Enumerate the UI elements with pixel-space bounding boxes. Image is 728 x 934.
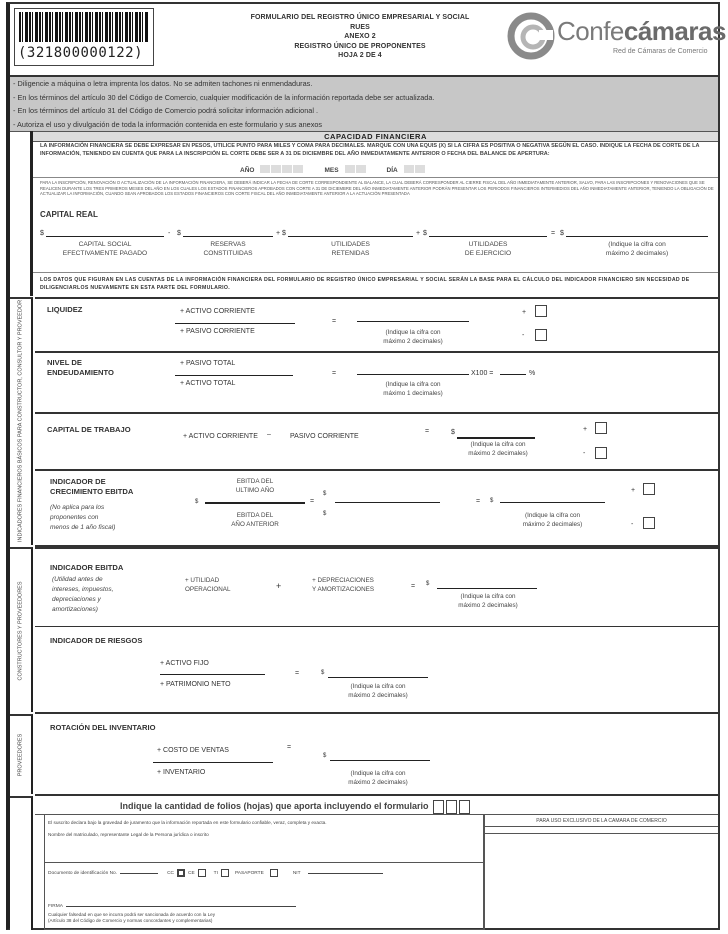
confecamaras-logo (505, 6, 726, 66)
pasaporte-label: PASAPORTE (234, 870, 264, 876)
liquidez-result-field[interactable] (357, 321, 469, 322)
dollar-sign: $ (560, 230, 564, 237)
plus-operator: + (276, 581, 282, 591)
logo-subtitle: Red de Cámaras de Comercio (613, 48, 708, 55)
denominator-label: + INVENTARIO (157, 769, 206, 776)
year-input[interactable] (260, 165, 304, 175)
equals-sign: = (411, 583, 416, 590)
equals-sign: = (295, 670, 300, 677)
minus-operator: – (267, 431, 271, 438)
denominator-label: EBITDA DEL AÑO ANTERIOR (231, 512, 279, 528)
sidebar-basic-label: INDICADORES FINANCIEROS BÁSICOS PARA CONSTRUCTOR, CONSULTOR Y PROVEEDOR (17, 299, 23, 542)
ce-label: CE (188, 870, 195, 876)
capital-social-field[interactable] (46, 236, 164, 237)
capacidad-info: LA INFORMACIÓN FINANCIERA SE DEBE EXPRESAR EN PESOS, UTILICE PUNTO PARA MILES Y COMA PARA DECIMALES. MARQUE CON UNA EQUIS (X) SI LA CIFRA ES POSITIVA O NEGATIVA SEGÚN EL CASO. INDIQUE LA FECHA DE CORTE DE LA INFORMACIÓN, TENIENDO EN CUENTA QUE PARA LA INSCRIPCIÓN EL CORTE DEBE SER A 31 DE DICIEMBRE DEL AÑO INMEDIATAMENTE ANTERIOR O FECHA DEL BALANCE DE APERTURA: (40, 143, 700, 157)
endeudamiento-title: NIVEL DE ENDEUDAMIENTO (47, 358, 114, 377)
day-input[interactable] (404, 165, 426, 175)
numerator-label: + ACTIVO CORRIENTE (180, 308, 255, 315)
title-line: REGISTRO ÚNICO DE PROPONENTES (294, 42, 426, 50)
operator: = (551, 230, 556, 237)
indicador-riesgos-section (35, 627, 718, 714)
operator: + (416, 230, 421, 237)
positive-label: + (583, 426, 588, 433)
day-label: DÍA (386, 166, 398, 174)
ti-label: TI (213, 870, 218, 876)
logo-text-light: Confe (557, 16, 624, 46)
name-label: Nombre del matriculado, representante Legal de la Persona jurídica o inscrito (48, 832, 209, 837)
camara-use-box (484, 815, 718, 930)
document-row (48, 869, 383, 877)
sidebar-prov (10, 714, 33, 794)
negative-checkbox[interactable] (535, 329, 547, 341)
form-title (215, 13, 505, 61)
liquidez-section (35, 297, 718, 353)
legal-notice: Cualquier falsedad en que se incurra podrá ser sancionada de acuerdo con la Ley (Artículo 38 del Código de Comercio y normas concordantes y complementarias) (48, 912, 216, 923)
utilidades-ejercicio-label: UTILIDADES DE EJERCICIO (464, 241, 512, 257)
equals-sign: = (476, 498, 481, 505)
capital-trabajo-section (35, 414, 718, 471)
dollar-sign: $ (451, 429, 455, 436)
barcode (14, 8, 154, 66)
instruction-line: - Diligencie a máquina o letra imprenta los datos. No se admiten tachones ni enmendaduras. (13, 79, 313, 88)
utilidades-retenidas-field[interactable] (288, 236, 413, 237)
utilidades-ejercicio-field[interactable] (429, 236, 547, 237)
capital-real-hint: (Indique la cifra con máximo 2 decimales) (605, 241, 669, 257)
percent-sign: % (529, 370, 536, 377)
dollar-sign: $ (426, 581, 430, 587)
folios-digit-1[interactable] (433, 800, 444, 814)
equals-sign: = (425, 428, 430, 435)
fraction-bar (175, 323, 295, 324)
firma-field[interactable] (66, 906, 296, 907)
riesgos-result-field[interactable] (328, 677, 428, 678)
equals-sign: = (332, 318, 337, 325)
hint: (Indique la cifra con máximo 2 decimales) (468, 441, 528, 457)
positive-checkbox[interactable] (595, 422, 607, 434)
logo-swirl-icon (505, 6, 557, 66)
negative-label: - (631, 521, 634, 528)
divider (45, 862, 484, 863)
reservas-field[interactable] (183, 236, 273, 237)
camara-header: PARA USO EXCLUSIVO DE LA CAMARA DE COMERCIO (484, 815, 718, 827)
equals-sign: = (310, 498, 315, 505)
numerator-label: + ACTIVO FIJO (160, 660, 209, 667)
riesgos-title: INDICADOR DE RIESGOS (50, 636, 143, 645)
positive-checkbox[interactable] (643, 483, 655, 495)
pasaporte-checkbox[interactable] (270, 869, 278, 877)
sidebar-basic (10, 297, 33, 545)
dollar-sign: $ (40, 230, 44, 237)
sidebar-cons-prov-label: CONSTRUCTORES Y PROVEEDORES (17, 580, 23, 681)
pasivo-corriente-label: PASIVO CORRIENTE (290, 433, 359, 440)
divider (33, 177, 718, 178)
instruction-line: - En los términos del artículo 31 del Código de Comercio podrá solicitar información adicional . (13, 106, 318, 115)
capital-real-title: CAPITAL REAL (40, 210, 98, 219)
cutoff-date-info: PARA LA INSCRIPCIÓN, RENOVACIÓN O ACTUALIZACIÓN DE LA INFORMACIÓN FINANCIERA, SE DEBERÁ INDICAR LA FECHA DE CORTE CORRESPONDIENTE AL BALANCE, LA CUAL DEBERÁ CORRESPONDER AL CIERRE FISCAL DEL AÑO INMEDIATAMENTE ANTERIOR, SALVO, PARA LAS INSCRIPCIONES Y RENOVACIONES QUE SE REALICEN DURANTE LOS TRES PRIMEROS MESES DEL AÑO EN LOS CUALES LOS ESTADOS FINANCIEROS APROBADOS CON CORTE A 31 DE DICIEMBRE DEL AÑO INMEDIATAMENTE ANTERIOR PODRÁN PRESENTAR LOS PERIODOS FINANCIEROS INTERMEDIOS DEL AÑO INMEDIATAMENTE ANTERIOR, TENIENDO LA OBLIGACIÓN DE ACTUALIZAR LA INFORMACIÓN, CUANDO SEAN APROBADOS LOS ESTADOS FINANCIEROS CON CORTE FISCAL DEL AÑO INMEDIATAMENTE ANTERIOR A LA ACTUACIÓN PRESENTADA (40, 180, 714, 197)
logo-text-bold: cámaras (623, 16, 726, 46)
fraction-bar (160, 674, 265, 675)
numerator-label: EBITDA DEL ULTIMO AÑO (235, 478, 275, 494)
folios-digit-3[interactable] (459, 800, 470, 814)
folios-label: Indique la cantidad de folios (hojas) que aporta incluyendo el formulario (120, 801, 429, 811)
crecimiento-subtitle: (No aplica para los proponentes con menos de 1 año fiscal) (50, 504, 116, 531)
hint: (Indique la cifra con máximo 2 decimales) (522, 512, 583, 528)
capital-social-label: CAPITAL SOCIAL EFECTIVAMENTE PAGADO (62, 241, 148, 257)
hint: (Indique la cifra con máximo 2 decimales) (348, 683, 408, 699)
depreciaciones-label: + DEPRECIACIONES Y AMORTIZACIONES (311, 577, 375, 593)
instruction-line: - En los términos del artículo 30 del Código de Comercio, cualquier modificación de la información reportada debe ser actualizada. (13, 92, 435, 102)
dollar-sign: $ (423, 230, 427, 237)
equals-sign: = (287, 744, 292, 751)
dollar-sign: $ (321, 670, 325, 676)
percentage-field[interactable] (500, 374, 526, 375)
ebitda-title: INDICADOR EBITDA (50, 563, 124, 572)
sidebar-cons-prov (10, 547, 33, 712)
capital-real-row (40, 230, 710, 270)
utilidad-operacional-label: + UTILIDAD OPERACIONAL (185, 577, 231, 593)
positive-checkbox[interactable] (535, 305, 547, 317)
capital-trabajo-title: CAPITAL DE TRABAJO (47, 425, 131, 434)
fraction-bar (153, 762, 273, 763)
negative-label: - (583, 450, 586, 457)
rotacion-inventario-section (35, 714, 718, 796)
inventario-title: ROTACIÓN DEL INVENTARIO (50, 723, 156, 732)
utilidades-retenidas-label: UTILIDADES RETENIDAS (331, 241, 370, 257)
barcode-number: (321800000122) (18, 45, 144, 61)
crecimiento-title: INDICADOR DE CRECIMIENTO EBITDA (50, 477, 134, 496)
hint: (Indique la cifra con máximo 2 decimales) (383, 329, 443, 345)
doc-id-label: Documento de identificación No. (48, 870, 118, 876)
endeudamiento-result-field[interactable] (357, 374, 469, 375)
dollar-sign: $ (323, 511, 327, 517)
crecimiento-numerator-field[interactable] (335, 502, 440, 503)
barcode-bars (19, 12, 149, 42)
ce-checkbox[interactable] (198, 869, 206, 877)
dollar-sign: $ (282, 230, 286, 237)
inventario-result-field[interactable] (330, 760, 430, 761)
firma-label: FIRMA (48, 904, 63, 909)
fraction-bar (205, 502, 305, 504)
endeudamiento-section (35, 353, 718, 414)
denominator-label: + PASIVO CORRIENTE (180, 328, 255, 335)
liquidez-title: LIQUIDEZ (47, 305, 83, 314)
dollar-sign: $ (195, 499, 199, 505)
dollar-sign: $ (323, 491, 327, 497)
declaration-text: El suscrito declara bajo la gravedad de juramento que la información reportada en este formulario confiable, veraz, completa y exacta. Nombre del matriculado, representante Legal de la Persona jurídica o inscrito (45, 815, 483, 842)
year-label: AÑO (240, 166, 255, 174)
nit-label: NIT (292, 870, 301, 876)
instructions-box (10, 75, 718, 132)
declaration-box (44, 815, 484, 930)
ebitda-subtitle: (Utilidad antes de intereses, impuestos, depreciaciones y amortizaciones) (52, 576, 114, 613)
denominator-label: + PATRIMONIO NETO (160, 681, 231, 688)
crecimiento-ebitda-section (35, 471, 718, 547)
negative-checkbox[interactable] (643, 517, 655, 529)
title-line: HOJA 2 DE 4 (338, 52, 382, 59)
sidebar-footer (10, 796, 33, 930)
ti-checkbox[interactable] (221, 869, 229, 877)
numerator-label: + PASIVO TOTAL (180, 360, 236, 367)
denominator-label: + ACTIVO TOTAL (180, 380, 236, 387)
hint: (Indique la cifra con máximo 2 decimales) (458, 593, 518, 609)
month-label: MES (324, 166, 339, 174)
crecimiento-result-field[interactable] (500, 502, 605, 503)
capital-trabajo-result-field[interactable] (457, 437, 535, 439)
title-line: FORMULARIO DEL REGISTRO ÚNICO EMPRESARIAL Y SOCIAL (250, 14, 470, 21)
month-input[interactable] (345, 165, 367, 175)
instruction-line: - Autoriza el uso y divulgación de toda la información contenida en este formulario y sus anexos (13, 119, 323, 129)
logo-text (557, 16, 726, 47)
operator: - (168, 230, 171, 237)
title-line: RUES (350, 23, 370, 31)
positive-label: + (631, 487, 636, 494)
positive-label: + (522, 309, 527, 316)
doc-id-field[interactable] (120, 873, 158, 874)
date-row (240, 165, 426, 175)
hint: (Indique la cifra con máximo 1 decimales) (383, 381, 443, 397)
sidebar-prov-label: PROVEEDORES (17, 733, 23, 777)
capital-real-result-field[interactable] (566, 236, 708, 237)
reservas-label: RESERVAS CONSTITUIDAS (203, 241, 253, 257)
negative-label: - (522, 332, 525, 339)
cc-checkbox[interactable] (177, 869, 185, 877)
data-note: LOS DATOS QUE FIGURAN EN LAS CUENTAS DE LA INFORMACIÓN FINANCIERA DEL FORMULARIO DE REGISTRO ÚNICO EMPRESARIAL Y SOCIAL SERÁN LA BASE PARA EL CÁLCULO DEL INDICADOR FINANCIERO SIN NECESIDAD DE DILIGENCIARLOS NUEVAMENTE EN ESTA PARTE DEL FORMULARIO. (33, 272, 718, 296)
folios-digit-2[interactable] (446, 800, 457, 814)
x100-label: X100 = (471, 370, 494, 377)
folios-row (35, 797, 718, 815)
negative-checkbox[interactable] (595, 447, 607, 459)
ebitda-result-field[interactable] (437, 588, 537, 589)
numerator-label: + COSTO DE VENTAS (157, 747, 229, 754)
indicador-ebitda-section (35, 547, 718, 627)
dollar-sign: $ (490, 498, 494, 504)
equals-sign: = (332, 370, 337, 377)
hint: (Indique la cifra con máximo 2 decimales) (348, 770, 408, 786)
dollar-sign: $ (323, 753, 327, 759)
activo-corriente-label: + ACTIVO CORRIENTE (183, 433, 258, 440)
firma-row (48, 904, 296, 909)
title-line: ANEXO 2 (344, 33, 376, 40)
capacidad-title: CAPACIDAD FINANCIERA (33, 132, 718, 142)
operator: + (276, 230, 281, 237)
dollar-sign: $ (177, 230, 181, 237)
cc-label: CC (167, 870, 174, 876)
fraction-bar (175, 375, 293, 376)
nit-field[interactable] (308, 873, 383, 874)
